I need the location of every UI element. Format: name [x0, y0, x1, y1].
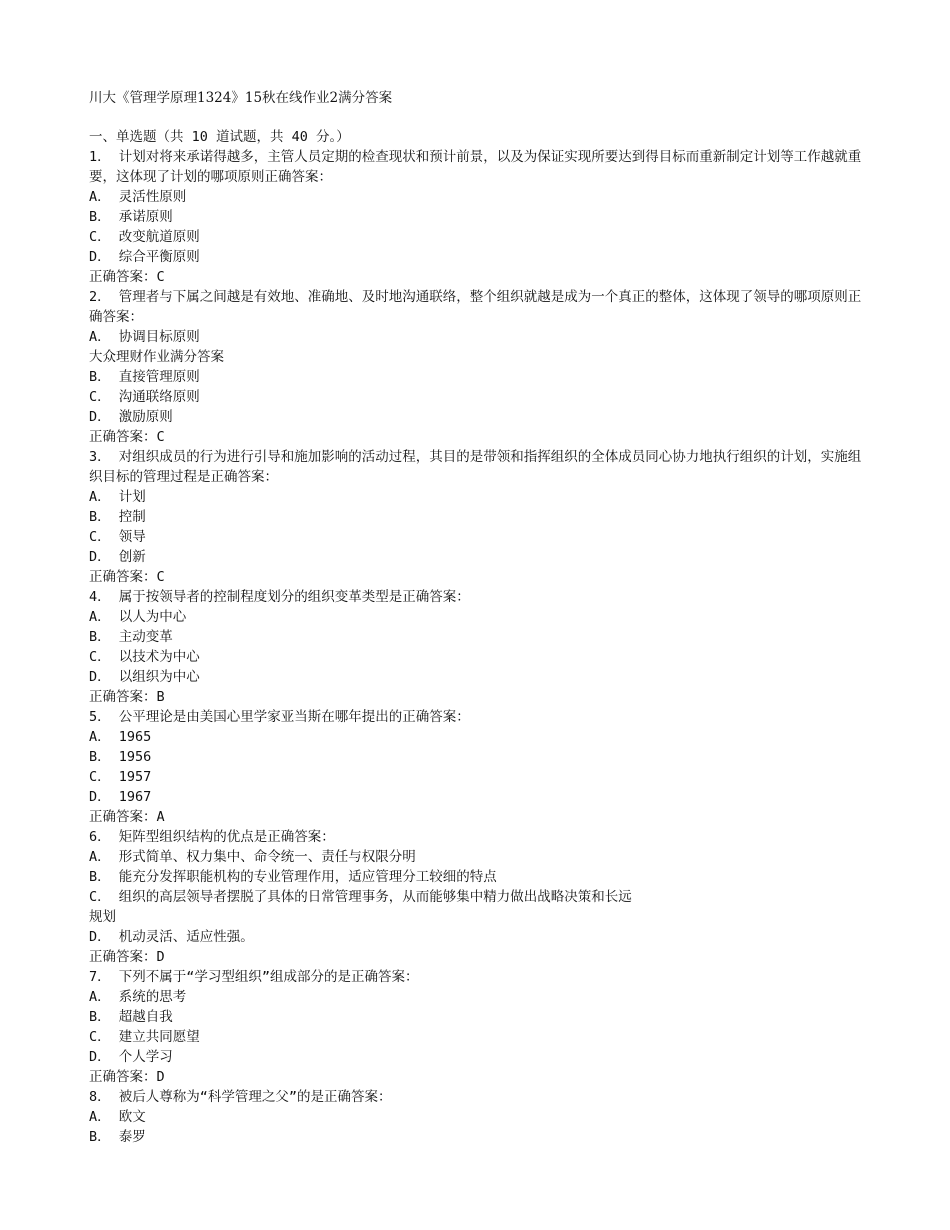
answer-option: D． 创新 [89, 549, 146, 565]
answer-option: A． 灵活性原则 [89, 189, 187, 205]
answer-option: A． 以人为中心 [89, 609, 187, 625]
answer-option: C． 沟通联络原则 [89, 389, 200, 405]
answer-option: A． 协调目标原则 [89, 329, 200, 345]
answer-option: D． 综合平衡原则 [89, 249, 200, 265]
answer-option: A． 欧文 [89, 1109, 146, 1125]
answer-option: D． 机动灵活、适应性强。 [89, 929, 254, 945]
section-heading: 一、单选题（共 10 道试题，共 40 分。） [89, 129, 350, 145]
correct-answer: 正确答案：B [89, 689, 165, 705]
answer-option: B． 控制 [89, 509, 146, 525]
answer-option: C． 以技术为中心 [89, 649, 200, 665]
question-text: 3． 对组织成员的行为进行引导和施加影响的活动过程，其目的是带领和指挥组织的全体成员同心协力地执行组织的计划，实施组织目标的管理过程是正确答案： [89, 449, 862, 485]
answer-option: B． 直接管理原则 [89, 369, 200, 385]
answer-option: C． 建立共同愿望 [89, 1029, 200, 1045]
correct-answer: 正确答案：A [89, 809, 165, 825]
correct-answer: 正确答案：C [89, 429, 165, 445]
answer-option: D． 1967 [89, 789, 152, 805]
answer-option: A． 1965 [89, 729, 152, 745]
correct-answer: 正确答案：C [89, 569, 165, 585]
answer-option: A． 形式简单、权力集中、命令统一、责任与权限分明 [89, 849, 416, 865]
answer-option: B． 主动变革 [89, 629, 173, 645]
document-page [89, 88, 869, 1147]
question-text: 2． 管理者与下属之间越是有效地、准确地、及时地沟通联络，整个组织就越是成为一个真正的整体，这体现了领导的哪项原则正确答案： [89, 289, 862, 325]
correct-answer: 正确答案：D [89, 949, 165, 965]
question-text: 5． 公平理论是由美国心里学家亚当斯在哪年提出的正确答案： [89, 709, 470, 725]
question-text: 6． 矩阵型组织结构的优点是正确答案： [89, 829, 335, 845]
answer-option: A． 系统的思考 [89, 989, 187, 1005]
answer-option: A． 计划 [89, 489, 146, 505]
question-text: 4． 属于按领导者的控制程度划分的组织变革类型是正确答案： [89, 589, 470, 605]
question-text: 8． 被后人尊称为“科学管理之父”的是正确答案： [89, 1089, 392, 1105]
question-list [89, 147, 869, 1147]
answer-option: D． 个人学习 [89, 1049, 173, 1065]
answer-option: D． 激励原则 [89, 409, 173, 425]
answer-option: B． 1956 [89, 749, 152, 765]
answer-option: C． 组织的高层领导者摆脱了具体的日常管理事务，从而能够集中精力做出战略决策和长远 [89, 889, 632, 905]
correct-answer: 正确答案：D [89, 1069, 165, 1085]
answer-option: C． 1957 [89, 769, 152, 785]
correct-answer: 正确答案：C [89, 269, 165, 285]
answer-option: 规划 [89, 909, 116, 925]
answer-option: B． 超越自我 [89, 1009, 173, 1025]
answer-option: B． 泰罗 [89, 1129, 146, 1145]
answer-option: C． 领导 [89, 529, 146, 545]
question-text: 1． 计划对将来承诺得越多，主管人员定期的检查现状和预计前景，以及为保证实现所要达到得目标而重新制定计划等工作越就重要，这体现了计划的哪项原则正确答案： [89, 149, 862, 185]
answer-option: D． 以组织为中心 [89, 669, 200, 685]
answer-option: B． 能充分发挥职能机构的专业管理作用，适应管理分工较细的特点 [89, 869, 497, 885]
answer-option: 大众理财作业满分答案 [89, 349, 224, 365]
answer-option: B． 承诺原则 [89, 209, 173, 225]
answer-option: C． 改变航道原则 [89, 229, 200, 245]
question-text: 7． 下列不属于“学习型组织”组成部分的是正确答案： [89, 969, 419, 985]
document-title: 川大《管理学原理1324》15秋在线作业2满分答案 [89, 90, 393, 106]
